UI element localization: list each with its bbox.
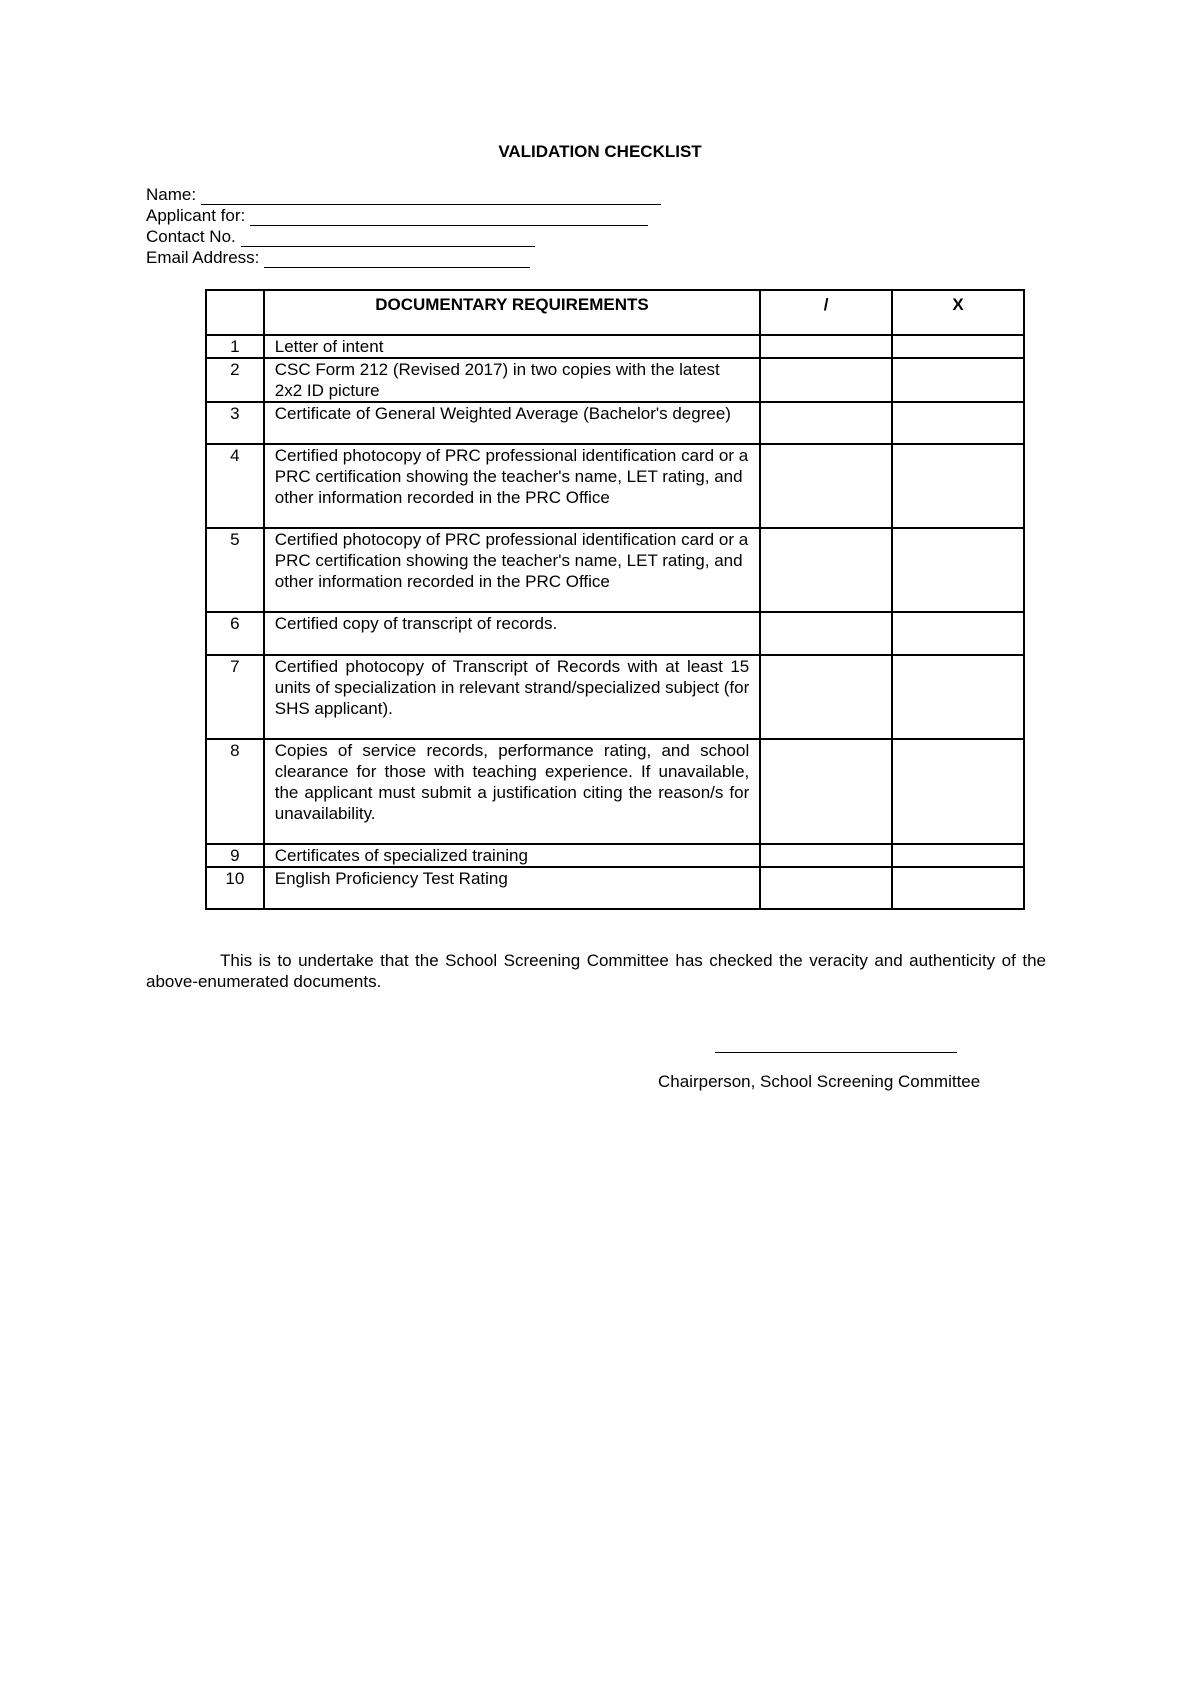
cross-cell[interactable] xyxy=(892,655,1024,739)
row-number: 4 xyxy=(206,444,264,528)
name-field[interactable] xyxy=(146,184,661,205)
signature-line[interactable] xyxy=(715,1052,957,1053)
cross-cell[interactable] xyxy=(892,612,1024,655)
applicant-for-field[interactable] xyxy=(146,205,661,226)
row-number: 1 xyxy=(206,335,264,358)
check-cell[interactable] xyxy=(760,739,892,844)
table-row xyxy=(206,844,1024,867)
applicant-fields xyxy=(146,184,661,268)
cross-cell[interactable] xyxy=(892,844,1024,867)
requirement-text: Certificates of specialized training xyxy=(264,844,761,867)
check-cell[interactable] xyxy=(760,655,892,739)
cross-cell[interactable] xyxy=(892,402,1024,444)
cross-cell[interactable] xyxy=(892,739,1024,844)
check-cell[interactable] xyxy=(760,528,892,612)
check-cell[interactable] xyxy=(760,844,892,867)
table-row xyxy=(206,528,1024,612)
check-cell[interactable] xyxy=(760,358,892,402)
table-row xyxy=(206,655,1024,739)
row-number: 6 xyxy=(206,612,264,655)
applicant-for-blank-line[interactable] xyxy=(250,210,648,226)
table-row xyxy=(206,612,1024,655)
header-requirements: DOCUMENTARY REQUIREMENTS xyxy=(264,290,761,335)
check-cell[interactable] xyxy=(760,444,892,528)
check-cell[interactable] xyxy=(760,867,892,909)
contact-no-label: Contact No. xyxy=(146,227,236,246)
requirements-table xyxy=(205,289,1025,910)
table-row xyxy=(206,867,1024,909)
email-address-blank-line[interactable] xyxy=(264,252,530,268)
email-address-field[interactable] xyxy=(146,247,661,268)
email-address-label: Email Address: xyxy=(146,248,260,267)
cross-cell[interactable] xyxy=(892,867,1024,909)
requirement-text: Certified photocopy of PRC professional identification card or a PRC certification showing the teacher's name, LET rating, and other information recorded in the PRC Office xyxy=(264,528,761,612)
table-row xyxy=(206,358,1024,402)
check-cell[interactable] xyxy=(760,612,892,655)
undertaking-paragraph: This is to undertake that the School Screening Committee has checked the veracity and authenticity of the above-enumerated documents. xyxy=(146,951,1046,991)
requirement-text: Letter of intent xyxy=(264,335,761,358)
page-title: VALIDATION CHECKLIST xyxy=(498,142,702,161)
requirement-text: Certified copy of transcript of records. xyxy=(264,612,761,655)
row-number: 7 xyxy=(206,655,264,739)
contact-no-field[interactable] xyxy=(146,226,661,247)
cross-cell[interactable] xyxy=(892,358,1024,402)
row-number: 2 xyxy=(206,358,264,402)
requirement-text: Certified photocopy of PRC professional identification card or a PRC certification showing the teacher's name, LET rating, and other information recorded in the PRC Office xyxy=(264,444,761,528)
table-row xyxy=(206,739,1024,844)
requirement-text: English Proficiency Test Rating xyxy=(264,867,761,909)
requirement-text: CSC Form 212 (Revised 2017) in two copies with the latest 2x2 ID picture xyxy=(264,358,761,402)
row-number: 10 xyxy=(206,867,264,909)
table-row xyxy=(206,335,1024,358)
requirement-text: Certified photocopy of Transcript of Records with at least 15 units of specialization in relevant strand/specialized subject (for SHS applicant). xyxy=(264,655,761,739)
applicant-for-label: Applicant for: xyxy=(146,206,246,225)
table-row xyxy=(206,402,1024,444)
contact-no-blank-line[interactable] xyxy=(241,231,535,247)
table-header-row xyxy=(206,290,1024,335)
name-blank-line[interactable] xyxy=(201,189,661,205)
row-number: 3 xyxy=(206,402,264,444)
cross-cell[interactable] xyxy=(892,335,1024,358)
check-cell[interactable] xyxy=(760,335,892,358)
header-number-cell xyxy=(206,290,264,335)
signatory-label: Chairperson, School Screening Committee xyxy=(658,1072,981,1091)
requirement-text: Certificate of General Weighted Average (Bachelor's degree) xyxy=(264,402,761,444)
name-label: Name: xyxy=(146,185,197,204)
header-cross: X xyxy=(892,290,1024,335)
table-row xyxy=(206,444,1024,528)
cross-cell[interactable] xyxy=(892,444,1024,528)
header-check: / xyxy=(760,290,892,335)
requirement-text: Copies of service records, performance rating, and school clearance for those with teaching experience. If unavailable, the applicant must submit a justification citing the reason/s for unavailability. xyxy=(264,739,761,844)
row-number: 5 xyxy=(206,528,264,612)
check-cell[interactable] xyxy=(760,402,892,444)
row-number: 9 xyxy=(206,844,264,867)
cross-cell[interactable] xyxy=(892,528,1024,612)
row-number: 8 xyxy=(206,739,264,844)
